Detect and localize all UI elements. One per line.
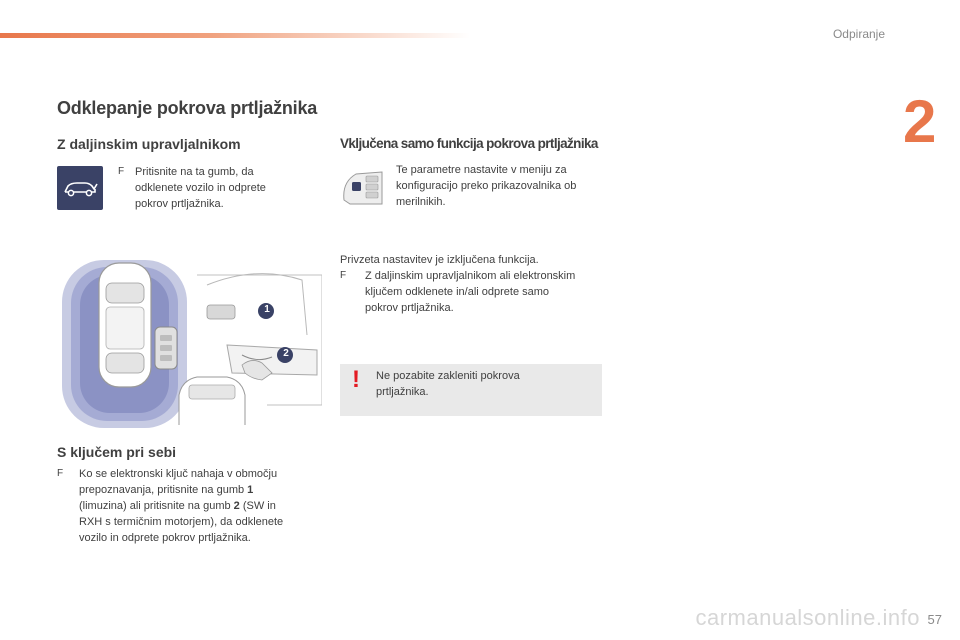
page-title: Odklepanje pokrova prtljažnika (57, 98, 318, 118)
steering-wheel-controls-icon (340, 170, 386, 206)
only-trunk-heading: Vključena samo funkcija pokrova prtljažnika (340, 136, 598, 151)
notice-text: Ne pozabite zakleniti pokrova prtljažnika. (376, 370, 520, 398)
chapter-number: 2 (903, 88, 937, 155)
car-trunk-open-icon (57, 166, 103, 210)
default-setting-intro: Privzeta nastavitev je izključena funkcija. (340, 254, 539, 266)
page-number: 57 (927, 612, 942, 627)
callout-2-label: 2 (283, 348, 289, 359)
watermark: carmanualsonline.info (695, 605, 920, 630)
callout-1-label: 1 (264, 304, 270, 315)
remote-text: Pritisnite na ta gumb, da odklenete vozilo in odprete pokrov prtljažnika. (135, 166, 266, 210)
remote-heading: Z daljinskim upravljalnikom (57, 136, 241, 152)
only-trunk-text: Te parametre nastavite v meniju za konfiguracijo preko prikazovalnika ob merilnikih. (396, 164, 577, 208)
default-setting-text: Z daljinskim upravljalnikom ali elektronskim ključem odklenete in/ali odprete samo pokrov prtljažnika. (365, 270, 576, 314)
keyless-zone-illustration (57, 245, 322, 430)
warning-icon: ! (352, 366, 360, 393)
keyless-text: Ko se elektronski ključ nahaja v območju prepoznavanja, pritisnite na gumb 1 (limuzina) ali pritisnite na gumb 2 (SW in RXH s termičnim motorjem), da odklenete vozilo in odprete pokrov prtljažnika. (79, 468, 284, 544)
section-title: Odpiranje (832, 27, 885, 41)
bullet-glyph: F (57, 468, 64, 479)
bullet-glyph: F (340, 270, 347, 281)
button-1-ref: 1 (247, 484, 254, 496)
button-2-ref: 2 (233, 500, 240, 512)
bullet-glyph: F (118, 166, 125, 177)
header-accent-bar (0, 33, 470, 38)
keyless-heading: S ključem pri sebi (57, 444, 177, 460)
